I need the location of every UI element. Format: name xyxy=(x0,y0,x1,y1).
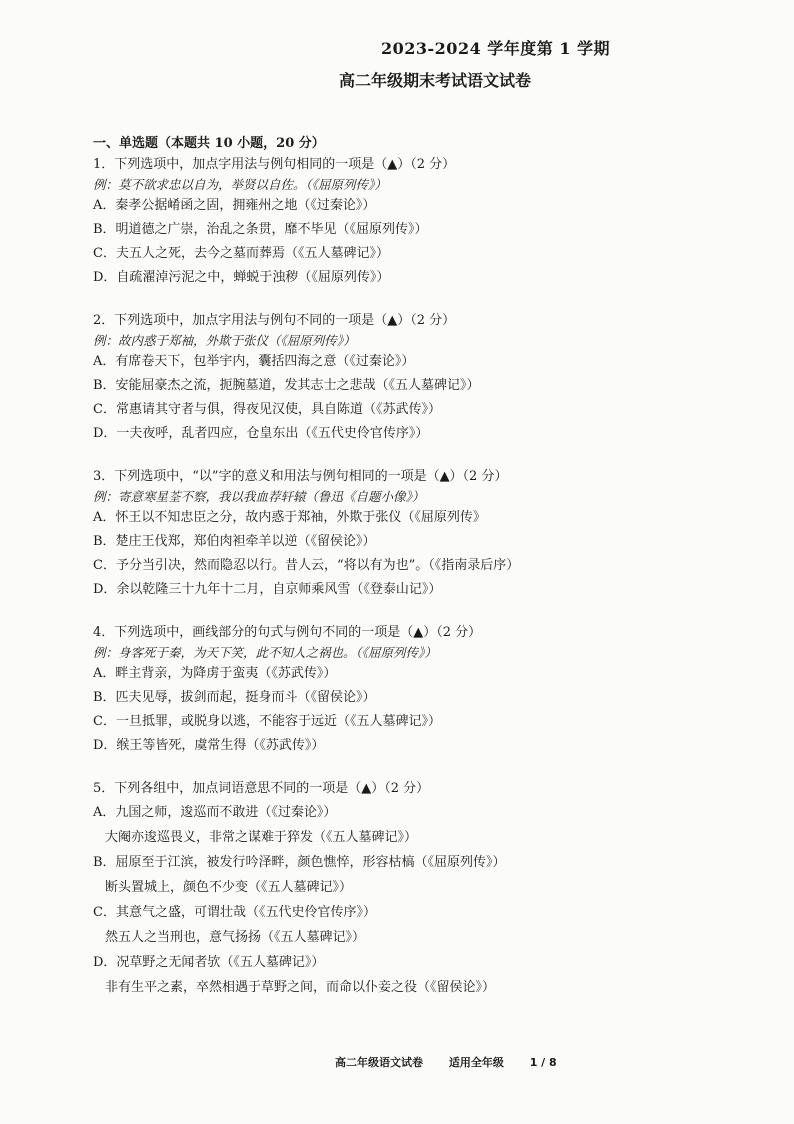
question-stem: 5．下列各组中，加点词语意思不同的一项是（▲）（2 分） xyxy=(93,781,430,796)
option-d[interactable]: D．余以乾隆三十九年十二月，自京师乘风雪（《登泰山记》） xyxy=(93,582,442,597)
option-c[interactable]: C．予分当引决，然而隐忍以行。昔人云，“将以有为也”。（《指南录后序） xyxy=(93,558,520,573)
question-4 xyxy=(93,622,773,758)
exam-title: 高二年级期末考试语文试卷 xyxy=(339,71,532,90)
option-b[interactable]: B．楚庄王伐郑，郑伯肉袒牵羊以逆（《留侯论》） xyxy=(93,534,376,549)
option-c[interactable]: C．其意气之盛，可谓壮哉（《五代史伶官传序》） xyxy=(93,905,376,920)
option-b-pair: 断头置城上，颜色不少变（《五人墓碑记》） xyxy=(105,880,353,895)
option-a[interactable]: A．有席卷天下，包举宇内，囊括四海之意（《过秦论》） xyxy=(93,354,415,369)
option-b[interactable]: B．明道德之广崇，治乱之条贯，靡不毕见（《屈原列传》） xyxy=(93,222,428,237)
question-3 xyxy=(93,466,773,602)
option-a[interactable]: A．秦孝公据崤函之固，拥雍州之地（《过秦论》） xyxy=(93,198,376,213)
option-b[interactable]: B．屈原至于江滨，被发行吟泽畔，颜色憔悴，形容枯槁（《屈原列传》） xyxy=(93,855,506,870)
option-c[interactable]: C．夫五人之死，去今之墓而葬焉（《五人墓碑记》） xyxy=(93,246,389,261)
section-title: 一、单选题（本题共 10 小题，20 分） xyxy=(93,136,325,151)
option-c[interactable]: C．常惠请其守者与俱，得夜见汉使，具自陈道（《苏武传》） xyxy=(93,402,441,417)
page-number: 1 / 8 xyxy=(529,1056,557,1069)
question-stem: 3．下列选项中，“以”字的意义和用法与例句相同的一项是（▲）（2 分） xyxy=(93,469,508,484)
option-a[interactable]: A．怀王以不知忠臣之分，故内惑于郑袖，外欺于张仪（《屈原列传》 xyxy=(93,510,486,525)
question-example: 例：身客死于秦，为天下笑，此不知人之祸也。（《屈原列传》） xyxy=(93,645,437,660)
option-d[interactable]: D．况草野之无闻者欤（《五人墓碑记》） xyxy=(93,955,325,970)
option-c[interactable]: C．一旦抵罪，或脱身以逃，不能容于远近（《五人墓碑记》） xyxy=(93,714,441,729)
exam-body xyxy=(93,134,773,1000)
question-example: 例：莫不欲求忠以自为，举贤以自佐。（《屈原列传》） xyxy=(93,177,387,192)
term-heading: 2023-2024 学年度第 1 学期 xyxy=(381,39,611,58)
question-5 xyxy=(93,778,773,1000)
page-footer xyxy=(335,1054,557,1070)
option-b[interactable]: B．安能屈豪杰之流，扼腕墓道，发其志士之悲哉（《五人墓碑记》） xyxy=(93,378,480,393)
option-a[interactable]: A．畔主背亲，为降虏于蛮夷（《苏武传》） xyxy=(93,666,337,681)
question-stem: 2．下列选项中，加点字用法与例句不同的一项是（▲）（2 分） xyxy=(93,313,456,328)
question-1 xyxy=(93,154,773,290)
option-a[interactable]: A．九国之师，逡巡而不敢进（《过秦论》） xyxy=(93,805,337,820)
question-example: 例：寄意寒星荃不察，我以我血荐轩辕（鲁迅《自题小像》） xyxy=(93,489,425,504)
question-stem: 4．下列选项中，画线部分的句式与例句不同的一项是（▲）（2 分） xyxy=(93,625,482,640)
option-d-pair: 非有生平之素，卒然相遇于草野之间，而命以仆妾之役（《留侯论》） xyxy=(105,980,496,995)
question-2 xyxy=(93,310,773,446)
option-d[interactable]: D．缑王等皆死，虞常生得（《苏武传》） xyxy=(93,738,325,753)
option-c-pair: 然五人之当刑也，意气扬扬（《五人墓碑记》） xyxy=(105,930,366,945)
footer-paper: 高二年级语文试卷 xyxy=(335,1056,423,1069)
option-b[interactable]: B．匹夫见辱，拔剑而起，挺身而斗（《留侯论》） xyxy=(93,690,376,705)
option-d[interactable]: D．一夫夜呼，乱者四应，仓皇东出（《五代史伶官传序》） xyxy=(93,426,429,441)
option-a-pair: 大阉亦逡巡畏义，非常之谋难于猝发（《五人墓碑记》） xyxy=(105,830,418,845)
question-example: 例：故内惑于郑袖，外欺于张仪（《屈原列传》） xyxy=(93,333,356,348)
option-d[interactable]: D．自疏濯淖污泥之中，蝉蜕于浊秽（《屈原列传》） xyxy=(93,270,390,285)
footer-scope: 适用全年级 xyxy=(448,1056,504,1069)
question-stem: 1．下列选项中，加点字用法与例句相同的一项是（▲）（2 分） xyxy=(93,157,456,172)
